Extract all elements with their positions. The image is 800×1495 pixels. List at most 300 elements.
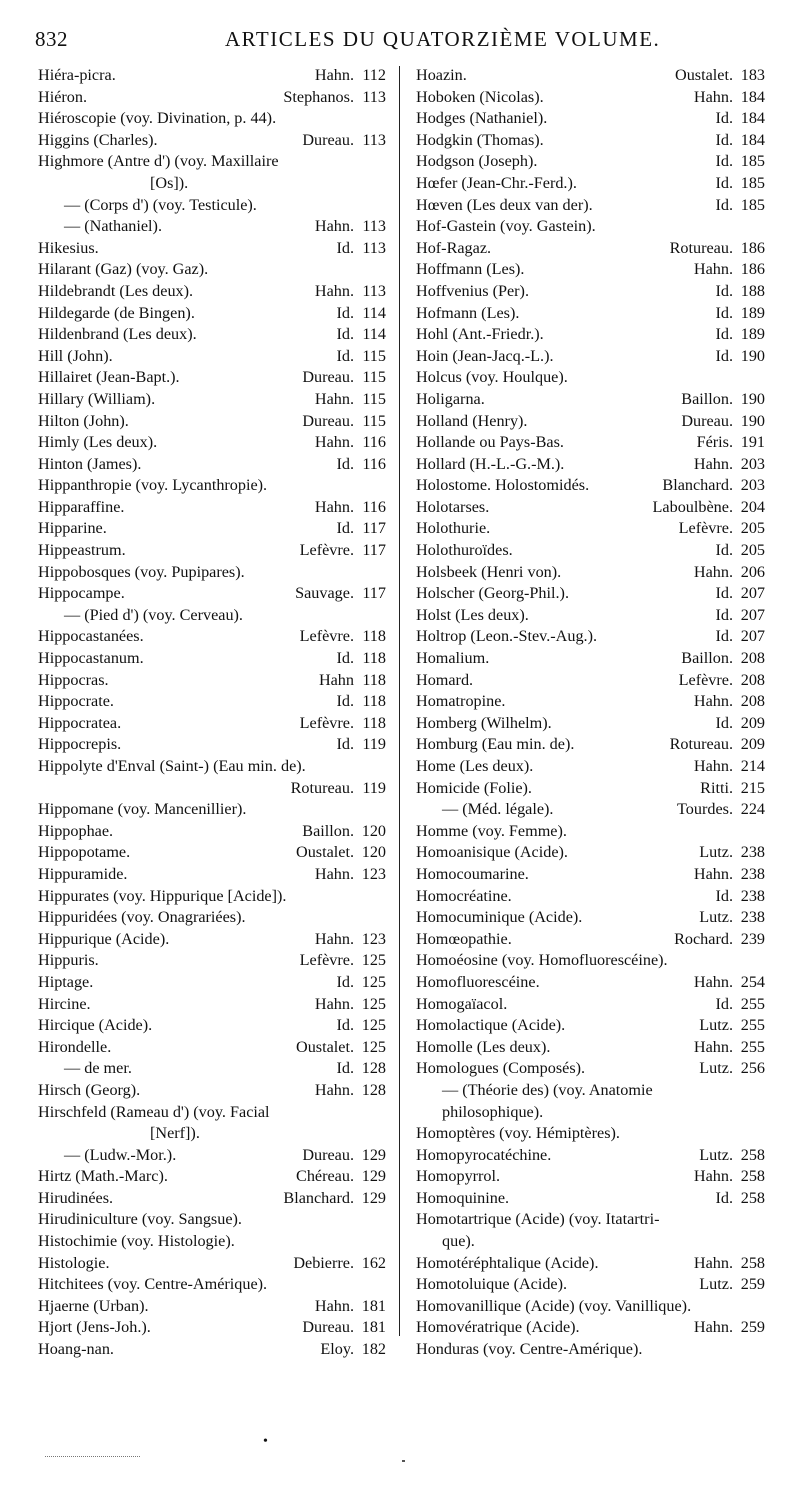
index-entry [38, 65, 386, 87]
entry-page-number: 125 [361, 951, 386, 970]
entry-attribution [315, 216, 386, 238]
entry-term: Hoang-nan. [38, 1340, 114, 1359]
entry-term: Homburg (Eau min. de). [416, 735, 575, 754]
index-entry [38, 1080, 386, 1102]
index-entry [416, 1296, 765, 1318]
entry-term: Hodgson (Joseph). [416, 152, 538, 171]
entry-attribution [694, 691, 765, 713]
index-entry [38, 734, 386, 756]
entry-continuation: [Os]). [150, 173, 189, 192]
entry-author: Lutz. [699, 843, 733, 862]
index-entry [38, 195, 386, 217]
entry-term: Homolle (Les deux). [416, 1037, 551, 1056]
entry-author: Dureau. [302, 411, 354, 430]
entry-attribution [315, 1080, 386, 1102]
index-entry [38, 367, 386, 389]
index-entry [416, 324, 765, 346]
entry-attribution [699, 1274, 765, 1296]
entry-term: Hiéron. [38, 87, 87, 106]
index-column-left [38, 65, 386, 1361]
index-entry [38, 324, 386, 346]
index-entry [416, 562, 765, 584]
entry-term: Hœfer (Jean-Chr.-Ferd.). [416, 173, 577, 192]
footer-mark: • [263, 1434, 268, 1449]
entry-term: Hippopotame. [38, 843, 131, 862]
entry-attribution [315, 929, 386, 951]
index-entry [416, 1037, 765, 1059]
entry-author: Lutz. [699, 908, 733, 927]
entry-term: Hippurates (voy. Hippurique [Acide]). [38, 886, 287, 905]
index-entry [38, 1339, 386, 1361]
index-entry [416, 1080, 765, 1123]
entry-author: Ritti. [700, 778, 733, 797]
index-entry [38, 389, 386, 411]
entry-page-number: 120 [361, 821, 386, 840]
entry-page-number: 215 [740, 778, 765, 797]
entry-page-number: 190 [740, 411, 765, 430]
entry-attribution [336, 518, 386, 540]
entry-attribution [681, 411, 765, 433]
entry-attribution [715, 281, 765, 303]
index-entry [416, 821, 765, 843]
entry-page-number: 255 [740, 1016, 765, 1035]
entry-term: Hollande ou Pays-Bas. [416, 433, 564, 452]
entry-term: Hirschfeld (Rameau d') (voy. Facial [38, 1102, 270, 1121]
entry-page-number: 238 [740, 886, 765, 905]
entry-page-number: 208 [740, 692, 765, 711]
entry-author: Id. [715, 325, 733, 344]
entry-author: Lefèvre. [678, 519, 733, 538]
entry-term: Homotéréphtalique (Acide). [416, 1253, 599, 1272]
index-entry [416, 1015, 765, 1037]
index-entry [38, 799, 386, 821]
entry-term: Homicide (Folie). [416, 778, 532, 797]
entry-page-number: 125 [361, 994, 386, 1013]
entry-page-number: 214 [740, 757, 765, 775]
entry-term: Homard. [416, 670, 474, 689]
index-entry [416, 1166, 765, 1188]
entry-attribution [715, 605, 765, 627]
index-entry [38, 1296, 386, 1318]
entry-attribution [302, 821, 386, 843]
index-entry [38, 1058, 386, 1080]
entry-attribution [336, 303, 386, 325]
index-entry [416, 303, 765, 325]
entry-author: Dureau. [302, 368, 354, 387]
entry-term: Histologie. [38, 1253, 110, 1272]
entry-continuation: que). [442, 1232, 475, 1251]
entry-term: Hof-Ragaz. [416, 238, 492, 257]
entry-attribution [283, 1188, 386, 1210]
entry-attribution [291, 778, 386, 800]
entry-page-number: 209 [740, 713, 765, 732]
index-entry [38, 1317, 386, 1339]
entry-term: Homœopathie. [416, 929, 512, 948]
entry-attribution [694, 972, 765, 994]
entry-term: Holsbeek (Henri von). [416, 562, 562, 581]
index-entry [416, 367, 765, 389]
index-entry [416, 108, 765, 130]
index-entry [416, 1058, 765, 1080]
entry-attribution [715, 1188, 765, 1210]
entry-page-number: 128 [361, 1059, 386, 1078]
entry-attribution [694, 1317, 765, 1339]
index-entry [38, 1209, 386, 1231]
entry-author: Blanchard. [283, 1188, 354, 1207]
entry-page-number: 125 [361, 972, 386, 991]
entry-term: Homocuminique (Acide). [416, 908, 583, 927]
entry-term: Holothurie. [416, 519, 491, 538]
entry-term: Hofmann (Les). [416, 303, 520, 322]
index-entry [416, 950, 765, 972]
index-entry [416, 734, 765, 756]
entry-page-number: 113 [362, 238, 386, 257]
index-entry [38, 626, 386, 648]
entry-page-number: 186 [740, 260, 765, 279]
index-entry [38, 842, 386, 864]
entry-attribution [697, 432, 765, 454]
index-entry [416, 626, 765, 648]
entry-author: Hahn. [693, 260, 733, 279]
entry-term: — (Corps d') (voy. Testicule). [64, 195, 257, 214]
entry-author: Hahn. [314, 433, 354, 452]
entry-term: Hipparaffine. [38, 497, 125, 516]
entry-author: Id. [715, 281, 733, 300]
entry-attribution [715, 108, 765, 130]
entry-author: Hahn. [693, 757, 733, 775]
index-entry [38, 411, 386, 433]
index-entry [416, 346, 765, 368]
index-entry [416, 1253, 765, 1275]
index-entry [416, 842, 765, 864]
entry-author: Rotureau. [669, 735, 733, 754]
entry-attribution [715, 713, 765, 735]
entry-attribution [296, 1037, 386, 1059]
entry-page-number: 255 [740, 994, 765, 1013]
entry-term: Hircine. [38, 994, 91, 1013]
index-entry [38, 1015, 386, 1037]
entry-term: Homotoluique (Acide). [416, 1275, 568, 1294]
entry-page-number: 238 [740, 864, 765, 883]
entry-page-number: 258 [740, 1167, 765, 1186]
entry-page-number: 115 [362, 389, 386, 408]
entry-page-number: 207 [740, 627, 765, 646]
index-entry [416, 1123, 765, 1145]
entry-author: Hahn. [693, 1318, 733, 1337]
entry-author: Oustalet. [296, 843, 354, 862]
entry-attribution [681, 648, 765, 670]
entry-attribution [336, 238, 386, 260]
entry-author: Id. [715, 886, 733, 905]
index-entry [416, 756, 765, 778]
entry-author: Sauvage. [295, 584, 354, 603]
entry-author: Id. [715, 713, 733, 732]
entry-author: Lutz. [699, 1016, 733, 1035]
entry-term: Hircique (Acide). [38, 1016, 153, 1035]
entry-page-number: 113 [362, 87, 386, 106]
entry-term: Himly (Les deux). [38, 433, 158, 452]
footer-print-noise [45, 1456, 140, 1457]
entry-attribution [715, 173, 765, 195]
entry-attribution [295, 583, 386, 605]
entry-author: Id. [336, 303, 354, 322]
entry-term: Hiéra-picra. [38, 66, 116, 84]
entry-attribution [662, 475, 765, 497]
entry-term: Home (Les deux). [416, 757, 534, 775]
index-entry [38, 238, 386, 260]
entry-author: Hahn. [693, 454, 733, 473]
entry-term: Hinton (James). [38, 454, 142, 473]
entry-attribution [315, 432, 386, 454]
entry-author: Id. [715, 303, 733, 322]
entry-attribution [679, 670, 765, 692]
index-entry [416, 583, 765, 605]
index-entry [38, 713, 386, 735]
entry-attribution [296, 842, 386, 864]
entry-author: Id. [336, 519, 354, 538]
entry-author: Id. [336, 238, 354, 257]
entry-page-number: 259 [740, 1275, 765, 1294]
entry-term: Hirtz (Math.-Marc). [38, 1167, 168, 1186]
index-entry [38, 108, 386, 130]
entry-author: Hahn. [693, 562, 733, 581]
entry-author: Lutz. [699, 1275, 733, 1294]
entry-page-number: 203 [740, 454, 765, 473]
entry-page-number: 184 [740, 130, 765, 149]
entry-attribution [715, 324, 765, 346]
index-entry [38, 497, 386, 519]
index-entry [416, 907, 765, 929]
entry-term: Hipparine. [38, 519, 107, 538]
index-entry [38, 907, 386, 929]
entry-term: Holtrop (Leon.-Stev.-Aug.). [416, 627, 598, 646]
entry-term: Homoptères (voy. Hémiptères). [416, 1124, 620, 1143]
entry-term: Hippuris. [38, 951, 99, 970]
entry-term: Homotartrique (Acide) (voy. Itatartri- [416, 1210, 660, 1229]
column-divider [399, 66, 400, 1336]
entry-attribution [315, 1296, 386, 1318]
index-entry [38, 972, 386, 994]
entry-author: Hahn. [314, 1080, 354, 1099]
entry-page-number: 118 [362, 670, 386, 689]
entry-term: — (Théorie des) (voy. Anatomie [442, 1080, 653, 1099]
page-number: 832 [35, 27, 68, 51]
entry-author: Eloy. [320, 1340, 354, 1359]
entry-term: Hiéroscopie (voy. Divination, p. 44). [38, 109, 277, 128]
entry-term: Hœven (Les deux van der). [416, 195, 593, 214]
entry-page-number: 190 [740, 389, 765, 408]
index-entry [416, 540, 765, 562]
index-entry [38, 756, 386, 799]
entry-page-number: 258 [740, 1253, 765, 1272]
entry-term: Hildegarde (de Bingen). [38, 303, 195, 322]
entry-term: Hippanthropie (voy. Lycanthropie). [38, 476, 268, 495]
index-entry [38, 1102, 386, 1145]
entry-term: Hilton (John). [38, 411, 129, 430]
entry-term: Hoboken (Nicolas). [416, 87, 544, 106]
index-entry [38, 562, 386, 584]
index-entry [416, 886, 765, 908]
entry-attribution [715, 346, 765, 368]
entry-page-number: 224 [740, 800, 765, 819]
index-entry [416, 605, 765, 627]
entry-attribution [302, 411, 386, 433]
index-entry [416, 713, 765, 735]
entry-page-number: 114 [362, 303, 386, 322]
entry-author: Rotureau. [669, 238, 733, 257]
entry-term: Hippuridées (voy. Onagrariées). [38, 908, 246, 927]
entry-term: Homoanisique (Acide). [416, 843, 568, 862]
entry-page-number: 112 [362, 66, 386, 84]
entry-page-number: 183 [740, 66, 765, 84]
entry-author: Hahn. [314, 66, 354, 84]
index-entry [416, 389, 765, 411]
entry-page-number: 184 [740, 87, 765, 106]
entry-author: Dureau. [302, 1145, 354, 1164]
entry-author: Hahn. [314, 994, 354, 1013]
entry-term: Hippocastanum. [38, 649, 144, 668]
entry-attribution [699, 1015, 765, 1037]
entry-attribution [283, 87, 386, 109]
entry-page-number: 123 [361, 929, 386, 948]
entry-page-number: 239 [740, 929, 765, 948]
entry-term: Hill (John). [38, 346, 113, 365]
entry-term: Homogaïacol. [416, 994, 508, 1013]
entry-attribution [674, 929, 765, 951]
index-entry [416, 972, 765, 994]
entry-page-number: 128 [361, 1080, 386, 1099]
entry-author: Hahn. [314, 864, 354, 883]
entry-author: Dureau. [681, 411, 733, 430]
entry-page-number: 185 [740, 173, 765, 192]
entry-term: Hillairet (Jean-Bapt.). [38, 368, 180, 387]
entry-attribution [699, 907, 765, 929]
entry-page-number: 254 [740, 972, 765, 991]
entry-attribution [300, 713, 386, 735]
entry-attribution [319, 670, 386, 692]
entry-author: Hahn. [693, 87, 733, 106]
index-entry [38, 691, 386, 713]
entry-term: Hirudinées. [38, 1188, 114, 1207]
entry-page-number: 207 [740, 605, 765, 624]
entry-attribution [694, 756, 765, 778]
entry-page-number: 117 [362, 541, 386, 560]
entry-page-number: 123 [361, 864, 386, 883]
index-entry [38, 886, 386, 908]
entry-author: Tourdes. [677, 800, 733, 819]
entry-attribution [296, 1166, 386, 1188]
index-entry [38, 475, 386, 497]
index-entry [38, 670, 386, 692]
entry-author: Lutz. [699, 1059, 733, 1078]
entry-attribution [694, 1037, 765, 1059]
entry-author: Hahn. [314, 217, 354, 236]
entry-page-number: 116 [362, 454, 386, 473]
entry-author: Lefèvre. [299, 627, 354, 646]
entry-page-number: 113 [362, 217, 386, 236]
entry-attribution [694, 864, 765, 886]
index-entry [416, 518, 765, 540]
index-entry [38, 87, 386, 109]
entry-author: Oustalet. [675, 66, 733, 84]
entry-term: — (Pied d') (voy. Cerveau). [64, 605, 243, 624]
entry-author: Id. [715, 130, 733, 149]
entry-author: Hahn. [314, 389, 354, 408]
entry-author: Id. [336, 735, 354, 754]
entry-term: Hoazin. [416, 66, 467, 84]
entry-term: Homocréatine. [416, 886, 512, 905]
entry-page-number: 120 [361, 843, 386, 862]
entry-author: Hahn. [693, 972, 733, 991]
entry-page-number: 162 [361, 1253, 386, 1272]
entry-page-number: 258 [740, 1145, 765, 1164]
entry-page-number: 113 [362, 130, 386, 149]
entry-attribution [700, 778, 765, 800]
index-entry [38, 151, 386, 194]
entry-term: Hirsch (Georg). [38, 1080, 141, 1099]
entry-term: Hjort (Jens-Joh.). [38, 1318, 151, 1337]
entry-attribution [293, 1253, 386, 1275]
entry-page-number: 125 [361, 1016, 386, 1035]
index-entry [416, 195, 765, 217]
entry-term: Higgins (Charles). [38, 130, 158, 149]
index-entry [416, 497, 765, 519]
entry-attribution [675, 65, 765, 87]
index-entry [416, 454, 765, 476]
index-entry [38, 864, 386, 886]
entry-term: — (Nathaniel). [64, 217, 162, 236]
index-entry [38, 929, 386, 951]
entry-attribution [679, 518, 765, 540]
entry-term: Hodgkin (Thomas). [416, 130, 544, 149]
entry-author: Baillon. [681, 649, 733, 668]
entry-page-number: 118 [362, 649, 386, 668]
entry-page-number: 118 [362, 692, 386, 711]
entry-author: Id. [336, 972, 354, 991]
entry-term: Holostome. Holostomidés. [416, 476, 590, 495]
entry-term: Hippocrepis. [38, 735, 122, 754]
entry-attribution [315, 389, 386, 411]
entry-author: Id. [715, 346, 733, 365]
index-entry [38, 130, 386, 152]
entry-attribution [336, 691, 386, 713]
entry-page-number: 206 [740, 562, 765, 581]
entry-term: Hildebrandt (Les deux). [38, 281, 194, 300]
entry-page-number: 116 [362, 433, 386, 452]
entry-attribution [670, 238, 765, 260]
entry-term: Hirudiniculture (voy. Sangsue). [38, 1210, 242, 1229]
entry-term: Hildenbrand (Les deux). [38, 325, 197, 344]
entry-page-number: 189 [740, 303, 765, 322]
index-entry [416, 65, 765, 87]
entry-attribution [694, 87, 765, 109]
index-entry [38, 518, 386, 540]
index-entry [416, 281, 765, 303]
index-entry [38, 1145, 386, 1167]
entry-continuation: philosophique). [442, 1102, 544, 1121]
index-entry [416, 1209, 765, 1252]
entry-term: Hilarant (Gaz) (voy. Gaz). [38, 260, 209, 279]
index-entry [416, 1145, 765, 1167]
index-entry [38, 648, 386, 670]
entry-term: — de mer. [64, 1059, 132, 1078]
entry-term: Holigarna. [416, 389, 485, 408]
index-entry [416, 778, 765, 800]
entry-attribution [715, 886, 765, 908]
index-entry [38, 216, 386, 238]
entry-author: Hahn [318, 670, 354, 689]
entry-author: Id. [715, 627, 733, 646]
